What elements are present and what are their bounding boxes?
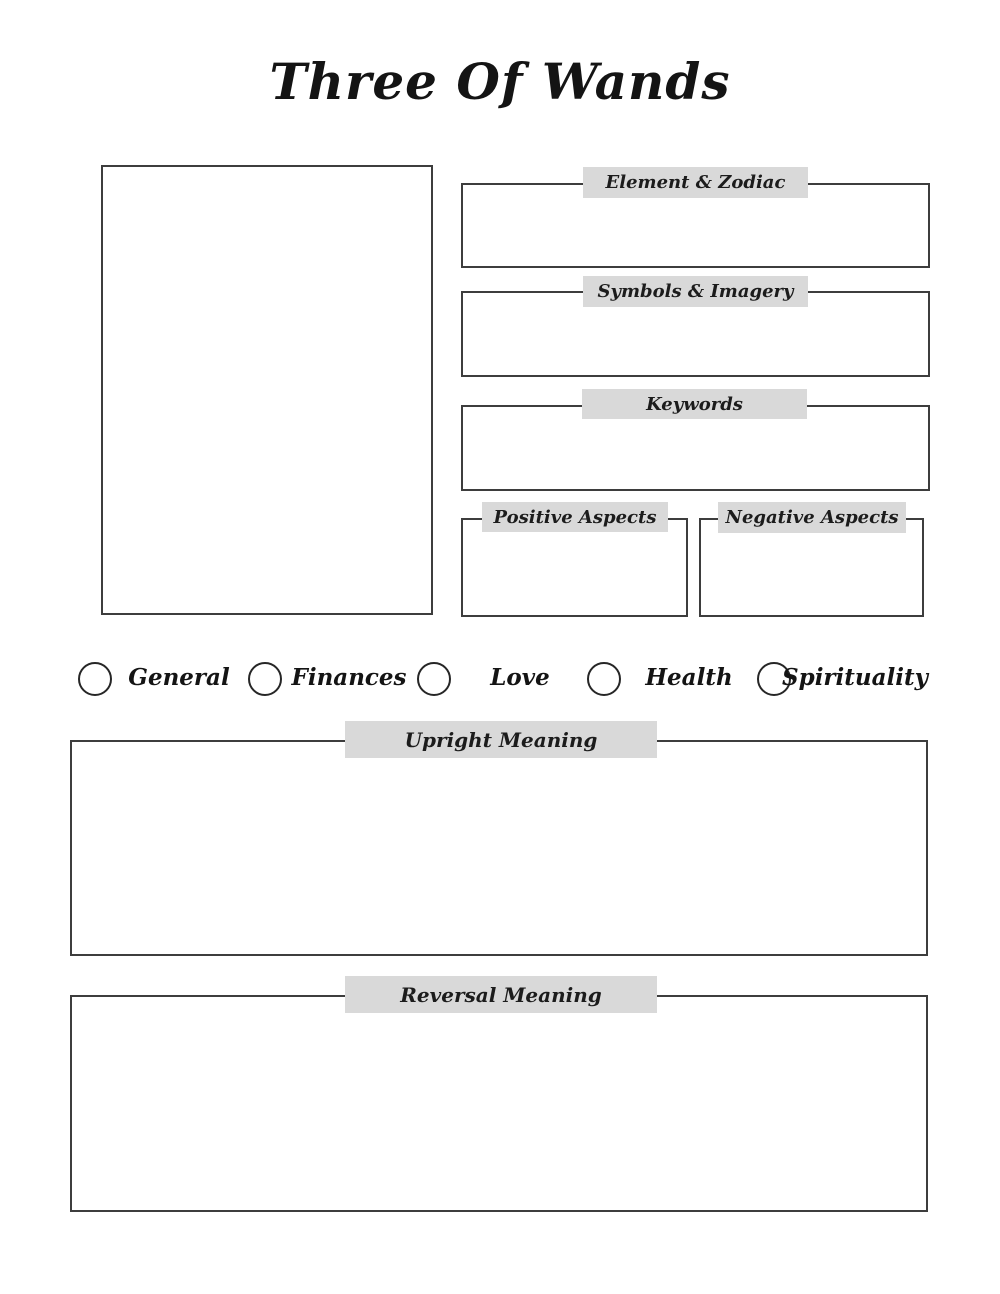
general-label: General — [128, 664, 230, 691]
upright-meaning-label: Upright Meaning — [345, 721, 657, 758]
love-label: Love — [490, 664, 550, 691]
spirituality-label: Spirituality — [782, 664, 928, 691]
positive-aspects-label: Positive Aspects — [482, 502, 668, 532]
card-image-placeholder[interactable] — [101, 165, 433, 615]
health-label: Health — [645, 664, 733, 691]
element-zodiac-label: Element & Zodiac — [583, 167, 808, 198]
page-title: Three Of Wands — [269, 52, 731, 111]
upright-meaning-field[interactable] — [70, 740, 928, 956]
negative-aspects-label: Negative Aspects — [718, 502, 906, 533]
reversal-meaning-label: Reversal Meaning — [345, 976, 657, 1013]
finances-label: Finances — [291, 664, 407, 691]
symbols-imagery-label: Symbols & Imagery — [583, 276, 808, 307]
reversal-meaning-field[interactable] — [70, 995, 928, 1212]
positive-aspects-field[interactable] — [461, 518, 688, 617]
keywords-label: Keywords — [582, 389, 807, 419]
